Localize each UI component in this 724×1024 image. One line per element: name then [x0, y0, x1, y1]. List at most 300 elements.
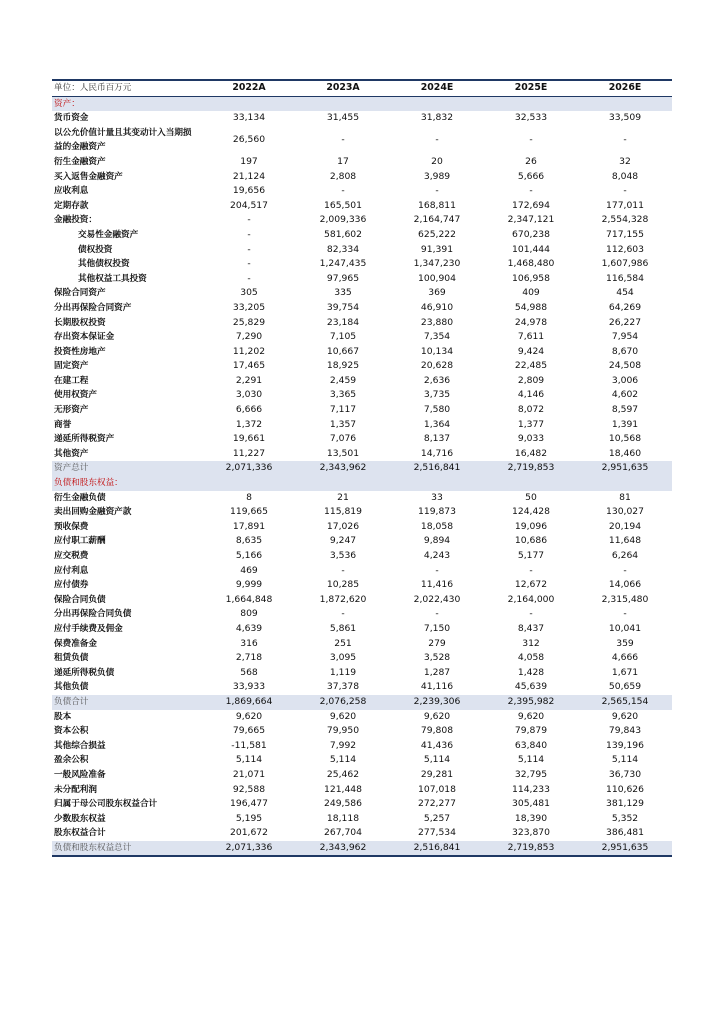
row-label: 股东权益合计 [54, 828, 106, 839]
row-label: 分出再保险合同负债 [54, 609, 132, 620]
cell-value: 7,150 [423, 622, 451, 634]
row-label: 其他权益工具投资 [78, 273, 147, 284]
row-label: 应收利息 [54, 186, 89, 197]
cell-value: 79,843 [608, 725, 642, 737]
row-label: 以公允价值计量且其变动计入当期损益的金融资产 [54, 127, 192, 153]
cell-value: 10,285 [326, 579, 360, 591]
cell-value: 4,639 [235, 622, 263, 634]
table-row [52, 170, 672, 185]
cell-value: 11,416 [420, 579, 454, 591]
cell-value: 9,620 [235, 710, 263, 722]
cell-value: 5,666 [517, 170, 545, 182]
cell-value: 9,620 [329, 710, 357, 722]
cell-value: 10,134 [420, 345, 454, 357]
cell-value: 1,664,848 [225, 593, 273, 605]
cell-value: 2,315,480 [601, 593, 649, 605]
cell-value: 18,390 [514, 812, 548, 824]
cell-value: 32,533 [514, 112, 548, 124]
row-label: 投资性房地产 [54, 346, 106, 357]
cell-value: 568 [240, 666, 258, 678]
cell-value [390, 476, 484, 491]
cell-value: 9,620 [423, 710, 451, 722]
cell-value: 201,672 [230, 827, 268, 839]
cell-value: 26,227 [608, 316, 642, 328]
cell-value: 5,114 [235, 754, 263, 766]
cell-value: 25,829 [232, 316, 266, 328]
cell-value: 33,205 [232, 301, 266, 313]
table-row [52, 739, 672, 754]
cell-value: 172,694 [512, 199, 550, 211]
cell-value: 114,233 [512, 783, 550, 795]
table-row [52, 447, 672, 462]
cell-value: 3,536 [329, 550, 357, 561]
cell-value: 24,508 [608, 360, 642, 372]
cell-value: 14,066 [608, 579, 642, 591]
cell-value: 10,686 [514, 535, 548, 547]
cell-value: 2,951,635 [578, 461, 672, 476]
row-label: 未分配利润 [54, 784, 97, 795]
cell-value: 33,134 [232, 112, 266, 124]
cell-value: 20,194 [608, 520, 642, 532]
row-label: 应付职工薪酬 [54, 536, 106, 547]
row-label: 买入返售金融资产 [54, 171, 123, 182]
cell-value: 1,287 [423, 666, 451, 678]
cell-value: 1,869,664 [202, 695, 296, 710]
cell-value: 4,666 [611, 652, 639, 664]
cell-value: 7,992 [329, 739, 357, 751]
table-row [52, 330, 672, 345]
cell-value: 79,950 [326, 725, 360, 737]
table-row [52, 345, 672, 360]
cell-value [390, 96, 484, 111]
cell-value: 19,661 [232, 433, 266, 445]
cell-value: 2,516,841 [390, 461, 484, 476]
cell-value: 197 [240, 155, 258, 167]
table-row [52, 710, 672, 725]
cell-value [202, 476, 296, 491]
cell-value: 91,391 [420, 243, 454, 255]
table-row [52, 257, 672, 272]
cell-value: 17,891 [232, 520, 266, 532]
cell-value: 3,528 [423, 652, 451, 664]
cell-value: 32 [619, 155, 631, 167]
cell-value: 17 [337, 155, 349, 167]
row-label: 应交税费 [54, 551, 89, 561]
table-row [52, 593, 672, 608]
table-row [52, 753, 672, 768]
table-row [52, 476, 672, 491]
table-row [52, 418, 672, 433]
cell-value: 19,656 [232, 185, 266, 197]
balance-sheet-table [52, 79, 672, 857]
cell-value: 8,072 [517, 404, 545, 416]
cell-value: 5,352 [611, 812, 639, 824]
cell-value: 101,444 [512, 243, 550, 255]
cell-value: 454 [616, 287, 634, 299]
cell-value: 2,009,336 [319, 214, 367, 226]
cell-value: 7,290 [235, 331, 263, 343]
cell-value: 7,580 [423, 404, 451, 416]
cell-value: 21,124 [232, 170, 266, 182]
cell-value: 12,672 [514, 579, 548, 591]
cell-value: 2,808 [329, 170, 357, 182]
table-row [52, 783, 672, 798]
cell-value: - [529, 608, 533, 620]
table-row [52, 461, 672, 476]
cell-value: - [529, 185, 533, 197]
cell-value: 14,716 [420, 447, 454, 459]
row-label: 在建工程 [54, 375, 89, 386]
table-row [52, 564, 672, 579]
cell-value: 1,671 [611, 666, 639, 678]
cell-value: 335 [334, 287, 352, 299]
table-row [52, 680, 672, 695]
cell-value: - [341, 134, 345, 146]
row-label: 金融投资： [54, 215, 97, 226]
cell-value: - [247, 258, 251, 270]
table-row [52, 812, 672, 827]
cell-value: 11,202 [232, 345, 266, 357]
cell-value: 18,118 [326, 812, 360, 824]
table-row [52, 213, 672, 228]
cell-value: 10,041 [608, 622, 642, 634]
cell-value: - [529, 564, 533, 576]
cell-value: 33 [431, 491, 443, 503]
cell-value: - [247, 243, 251, 255]
table-row [52, 505, 672, 520]
cell-value: - [435, 185, 439, 197]
cell-value: 23,880 [420, 316, 454, 328]
cell-value: 2,719,853 [484, 841, 578, 857]
cell-value: 2,718 [235, 652, 263, 664]
table-row [52, 228, 672, 243]
cell-value: 2,164,747 [413, 214, 461, 226]
cell-value: 11,648 [608, 535, 642, 547]
cell-value: 1,872,620 [319, 593, 367, 605]
table-row [52, 578, 672, 593]
cell-value: 8 [246, 491, 252, 503]
cell-value: 4,146 [517, 389, 545, 401]
cell-value: 97,965 [326, 272, 360, 284]
cell-value: 3,095 [329, 652, 357, 664]
cell-value: 9,894 [423, 535, 451, 547]
balance-sheet [52, 79, 672, 857]
row-label: 少数股东权益 [54, 813, 106, 824]
cell-value: 119,873 [418, 506, 456, 518]
cell-value: 2,554,328 [601, 214, 649, 226]
cell-value: 17,465 [232, 360, 266, 372]
cell-value: 1,364 [423, 418, 451, 430]
row-label: 负债和股东权益总计 [52, 841, 202, 857]
cell-value: - [623, 608, 627, 620]
cell-value: 196,477 [230, 798, 268, 810]
cell-value: 3,030 [235, 389, 263, 401]
cell-value: 23,184 [326, 316, 360, 328]
table-row [52, 432, 672, 447]
cell-value: 1,247,435 [319, 258, 367, 270]
table-row [52, 243, 672, 258]
cell-value: 26 [525, 155, 537, 167]
row-label: 预收保费 [54, 521, 89, 532]
row-label: 无形资产 [54, 405, 89, 416]
table-row [52, 388, 672, 403]
row-label: 股本 [54, 711, 72, 722]
table-row [52, 184, 672, 199]
table-row [52, 111, 672, 126]
table-row [52, 724, 672, 739]
cell-value: - [529, 134, 533, 146]
cell-value: 139,196 [606, 739, 644, 751]
cell-value: 3,365 [329, 389, 357, 401]
cell-value: 272,277 [418, 798, 456, 810]
row-label: 归属于母公司股东权益合计 [54, 799, 158, 810]
cell-value: 359 [616, 637, 634, 649]
table-row [52, 841, 672, 857]
cell-value: 24,978 [514, 316, 548, 328]
cell-value: 107,018 [418, 783, 456, 795]
cell-value: 13,501 [326, 447, 360, 459]
cell-value: 2,239,306 [390, 695, 484, 710]
cell-value: 33,933 [232, 681, 266, 693]
cell-value: - [247, 272, 251, 284]
cell-value: 8,437 [517, 622, 545, 634]
cell-value: 8,597 [611, 404, 639, 416]
table-row [52, 768, 672, 783]
cell-value: - [623, 564, 627, 576]
cell-value: 112,603 [606, 243, 644, 255]
cell-value: 7,117 [329, 404, 357, 416]
table-row [52, 637, 672, 652]
cell-value: 316 [240, 637, 258, 649]
cell-value: 2,071,336 [202, 461, 296, 476]
table-row [52, 199, 672, 214]
cell-value: 2,071,336 [202, 841, 296, 857]
cell-value [296, 476, 390, 491]
row-label: 其他债权投资 [78, 259, 130, 270]
cell-value: 2,164,000 [507, 593, 555, 605]
cell-value: 267,704 [324, 827, 362, 839]
table-row [52, 403, 672, 418]
cell-value: 18,460 [608, 447, 642, 459]
cell-value: 41,436 [420, 739, 454, 751]
cell-value: 26,560 [232, 134, 266, 146]
row-label: 保险合同资产 [54, 288, 106, 299]
cell-value: 7,611 [517, 331, 545, 343]
cell-value: 9,999 [235, 579, 263, 591]
cell-value: 79,808 [420, 725, 454, 737]
cell-value: 2,343,962 [296, 461, 390, 476]
cell-value: 2,951,635 [578, 841, 672, 857]
header-row [52, 80, 672, 96]
cell-value: 1,377 [517, 418, 545, 430]
cell-value [484, 476, 578, 491]
cell-value: 9,033 [517, 433, 545, 445]
cell-value: 5,114 [329, 754, 357, 766]
table-row [52, 695, 672, 710]
cell-value: 5,166 [235, 550, 263, 561]
cell-value: 9,620 [611, 710, 639, 722]
cell-value: - [341, 608, 345, 620]
cell-value: 7,105 [329, 331, 357, 343]
row-label: 衍生金融资产 [54, 156, 106, 167]
cell-value: 130,027 [606, 506, 644, 518]
table-row [52, 622, 672, 637]
cell-value: 124,428 [512, 506, 550, 518]
row-label: 存出资本保证金 [54, 332, 115, 343]
unit-label: 单位：人民币百万元 [52, 80, 202, 96]
cell-value: 121,448 [324, 783, 362, 795]
cell-value: 11,227 [232, 447, 266, 459]
cell-value: 177,011 [606, 199, 644, 211]
cell-value: 5,257 [423, 812, 451, 824]
cell-value: 50,659 [608, 681, 642, 693]
cell-value: 670,238 [512, 228, 550, 240]
row-label: 债权投资 [78, 244, 113, 255]
cell-value: 31,832 [420, 112, 454, 124]
cell-value: 5,114 [423, 754, 451, 766]
row-label: 递延所得税资产 [54, 434, 115, 445]
year-header: 2026E [578, 80, 672, 96]
row-label: 使用权资产 [54, 390, 97, 401]
cell-value: 8,048 [611, 170, 639, 182]
cell-value: - [341, 564, 345, 576]
row-label: 盈余公积 [54, 755, 89, 766]
cell-value: 21 [337, 491, 349, 503]
cell-value: 16,482 [514, 447, 548, 459]
cell-value: - [247, 214, 251, 226]
cell-value: 305 [240, 287, 258, 299]
cell-value: 5,114 [611, 754, 639, 766]
cell-value: 204,517 [230, 199, 268, 211]
cell-value: 717,155 [606, 228, 644, 240]
cell-value: 22,485 [514, 360, 548, 372]
row-label: 负债合计 [52, 695, 202, 710]
cell-value: 2,347,121 [507, 214, 555, 226]
cell-value: 6,666 [235, 404, 263, 416]
row-label: 保费准备金 [54, 638, 97, 649]
cell-value: 2,291 [235, 374, 263, 386]
cell-value: 82,334 [326, 243, 360, 255]
row-label: 交易性金融资产 [78, 229, 139, 240]
cell-value: 381,129 [606, 798, 644, 810]
cell-value: 110,626 [606, 783, 644, 795]
year-header: 2025E [484, 80, 578, 96]
cell-value: 1,391 [611, 418, 639, 430]
cell-value: 31,455 [326, 112, 360, 124]
cell-value: 9,247 [329, 535, 357, 547]
row-label: 负债和股东权益： [52, 476, 202, 491]
cell-value: 2,395,982 [484, 695, 578, 710]
table-row [52, 301, 672, 316]
cell-value: 7,354 [423, 331, 451, 343]
cell-value: 323,870 [512, 827, 550, 839]
cell-value: 106,958 [512, 272, 550, 284]
cell-value: 277,534 [418, 827, 456, 839]
cell-value: - [247, 228, 251, 240]
cell-value: 1,357 [329, 418, 357, 430]
cell-value: 79,665 [232, 725, 266, 737]
cell-value: 5,861 [329, 622, 357, 634]
cell-value: 369 [428, 287, 446, 299]
cell-value: 18,058 [420, 520, 454, 532]
cell-value: 36,730 [608, 768, 642, 780]
cell-value: 2,343,962 [296, 841, 390, 857]
row-label: 衍生金融负债 [54, 492, 106, 503]
cell-value: 625,222 [418, 228, 456, 240]
year-header: 2024E [390, 80, 484, 96]
cell-value: 409 [522, 287, 540, 299]
cell-value: 2,459 [329, 374, 357, 386]
cell-value: 386,481 [606, 827, 644, 839]
cell-value [202, 96, 296, 111]
cell-value: 63,840 [514, 739, 548, 751]
table-row [52, 797, 672, 812]
cell-value: 41,116 [420, 681, 454, 693]
cell-value: 119,665 [230, 506, 268, 518]
cell-value: 5,177 [517, 550, 545, 561]
row-label: 资产： [52, 96, 202, 111]
table-row [52, 549, 672, 564]
cell-value: 20,628 [420, 360, 454, 372]
table-row [52, 316, 672, 331]
cell-value: - [341, 185, 345, 197]
row-label: 定期存款 [54, 200, 89, 211]
year-header: 2023A [296, 80, 390, 96]
cell-value: 1,119 [329, 666, 357, 678]
cell-value: 8,137 [423, 433, 451, 445]
cell-value: 116,584 [606, 272, 644, 284]
row-label: 一般风险准备 [54, 769, 106, 780]
row-label: 卖出回购金融资产款 [54, 507, 132, 518]
cell-value: 29,281 [420, 768, 454, 780]
cell-value: 2,809 [517, 374, 545, 386]
cell-value: 469 [240, 564, 258, 576]
cell-value: 115,819 [324, 506, 362, 518]
table-row [52, 286, 672, 301]
cell-value: 10,568 [608, 433, 642, 445]
table-row [52, 534, 672, 549]
row-label: 商誉 [54, 419, 72, 430]
cell-value: 2,636 [423, 374, 451, 386]
year-header: 2022A [202, 80, 296, 96]
table-row [52, 155, 672, 170]
cell-value: 10,667 [326, 345, 360, 357]
cell-value: 5,195 [235, 812, 263, 824]
cell-value: 64,269 [608, 301, 642, 313]
cell-value: 249,586 [324, 798, 362, 810]
row-label: 应付利息 [54, 565, 89, 576]
cell-value: 92,588 [232, 783, 266, 795]
table-row [52, 826, 672, 841]
cell-value: 1,428 [517, 666, 545, 678]
cell-value: 50 [525, 491, 537, 503]
cell-value: 581,602 [324, 228, 362, 240]
row-label: 保险合同负债 [54, 594, 106, 605]
cell-value: 17,026 [326, 520, 360, 532]
cell-value: 33,509 [608, 112, 642, 124]
cell-value: - [435, 134, 439, 146]
row-label: 应付债券 [54, 580, 89, 591]
table-row [52, 374, 672, 389]
cell-value: 45,639 [514, 681, 548, 693]
cell-value: - [435, 564, 439, 576]
cell-value [578, 96, 672, 111]
table-row [52, 666, 672, 681]
cell-value: 2,719,853 [484, 461, 578, 476]
table-row [52, 96, 672, 111]
cell-value: 3,989 [423, 170, 451, 182]
cell-value: 8,670 [611, 345, 639, 357]
